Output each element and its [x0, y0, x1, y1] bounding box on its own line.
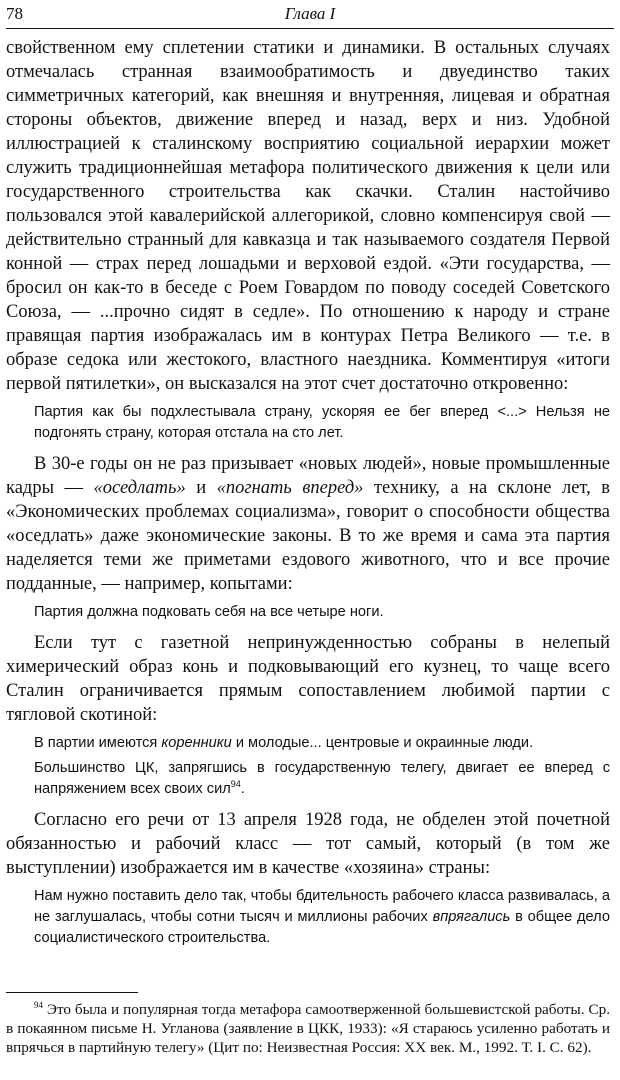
quote-5-text-b: в общее дело социалистического строительства.: [34, 909, 610, 946]
paragraph-2-text-a: В 30-е годы он не раз призывает «новых людей», новые промышленные кадры —: [6, 454, 610, 498]
paragraph-4: Согласно его речи от 13 апреля 1928 года, не обделен этой почетной обязанностью и рабочий класс — тот самый, который (в том же выступлении) изображается им в качестве «хозяина» страны:: [6, 810, 610, 878]
quote-4-text: Большинство ЦК, запрягшись в государственную телегу, двигает ее вперед с напряжением всех своих сил: [34, 760, 610, 797]
paragraph-2-text-b: и: [185, 478, 217, 498]
paragraph-2-text-c: технику, а на склоне лет, в «Экономических проблемах социализма», говорит о способности общества «оседлать» даже экономические законы. В то же время и сама эта партия наделяется теми же приметами ездового животного, что и все прочие подданные, — например, копытами:: [6, 478, 610, 594]
emphasis-vpryagalis: впрягались: [432, 909, 511, 925]
footnote-ref[interactable]: 94: [230, 779, 241, 790]
footnote-text: Это была и популярная тогда метафора самоотверженной большевистской работы. Ср. в покаянном письме Н. Угланова (заявление в ЦКК, 1933): «Я стараюсь усиленно работать и впрячься в партийную телегу» (Цит по: Неизвестная Россия: XX век. М., 1992. Т. I. С. 62).: [6, 1001, 610, 1056]
paragraph-1: свойственном ему сплетении статики и динамики. В остальных случаях отмечалась странная взаимообратимость и двуединство таких симметричных категорий, как внешняя и внутренняя, лицевая и обратная стороны объектов, движение вперед и назад, верх и низ. Удобной иллюстрацией к сталинскому восприятию социальной иерархии может служить традиционнейшая метафора политического движения к цели или государственного строительства как скачки. Сталин настойчиво пользовался этой кавалерийской аллегорикой, словно компенсируя свой — действительно странный для кавказца и так называемого создателя Первой конной — страх перед лошадьми и верховой ездой. «Эти государства, — бросил он как-то в беседе с Роем Говардом по поводу соседей Советского Союза, — ...прочно сидят в седле». По отношению к народу и стране правящая партия изображалась им в контурах Петра Великого — т.е. в образе седока или жестокого, властного наездника. Комментируя «итоги первой пятилетки», он высказался на этот счет достаточно откровенно:: [6, 38, 610, 394]
quote-3: [6, 733, 610, 754]
page-header: [6, 2, 614, 29]
quote-5: [6, 886, 610, 949]
quote-4: [6, 758, 610, 800]
emphasis-korenniki: коренники: [161, 735, 232, 751]
page-number: 78: [6, 4, 23, 23]
footnote-94: [6, 1000, 610, 1057]
quote-4-end: .: [240, 781, 245, 797]
quote-3-text-a: В партии имеются: [34, 735, 162, 751]
running-head: Глава I: [284, 4, 336, 23]
emphasis-pognat-vpered: «погнать вперед»: [216, 478, 364, 498]
footnote-divider: [6, 992, 138, 993]
body-text: [6, 36, 610, 949]
paragraph-3: Если тут с газетной непринужденностью собраны в нелепый химерический образ конь и подковывающий его кузнец, то чаще всего Сталин ограничивается прямым сопоставлением любимой партии с тягловой скотиной:: [6, 633, 610, 725]
quote-3-text-b: и молодые... центровые и окраинные люди.: [231, 735, 534, 751]
quote-1: Партия как бы подхлестывала страну, ускоряя ее бег вперед <...> Нельзя не подгонять страну, которая отстала на сто лет.: [34, 404, 610, 441]
paragraph-2: [6, 452, 610, 596]
emphasis-osedlat: «оседлать»: [93, 478, 186, 498]
quote-5-text-a: Нам нужно поставить дело так, чтобы бдительность рабочего класса развивалась, а не заглушалась, чтобы сотни тысяч и миллионы рабочих: [34, 888, 610, 925]
quote-2: Партия должна подковать себя на все четыре ноги.: [34, 604, 384, 620]
footnote-number: 94: [34, 999, 43, 1010]
